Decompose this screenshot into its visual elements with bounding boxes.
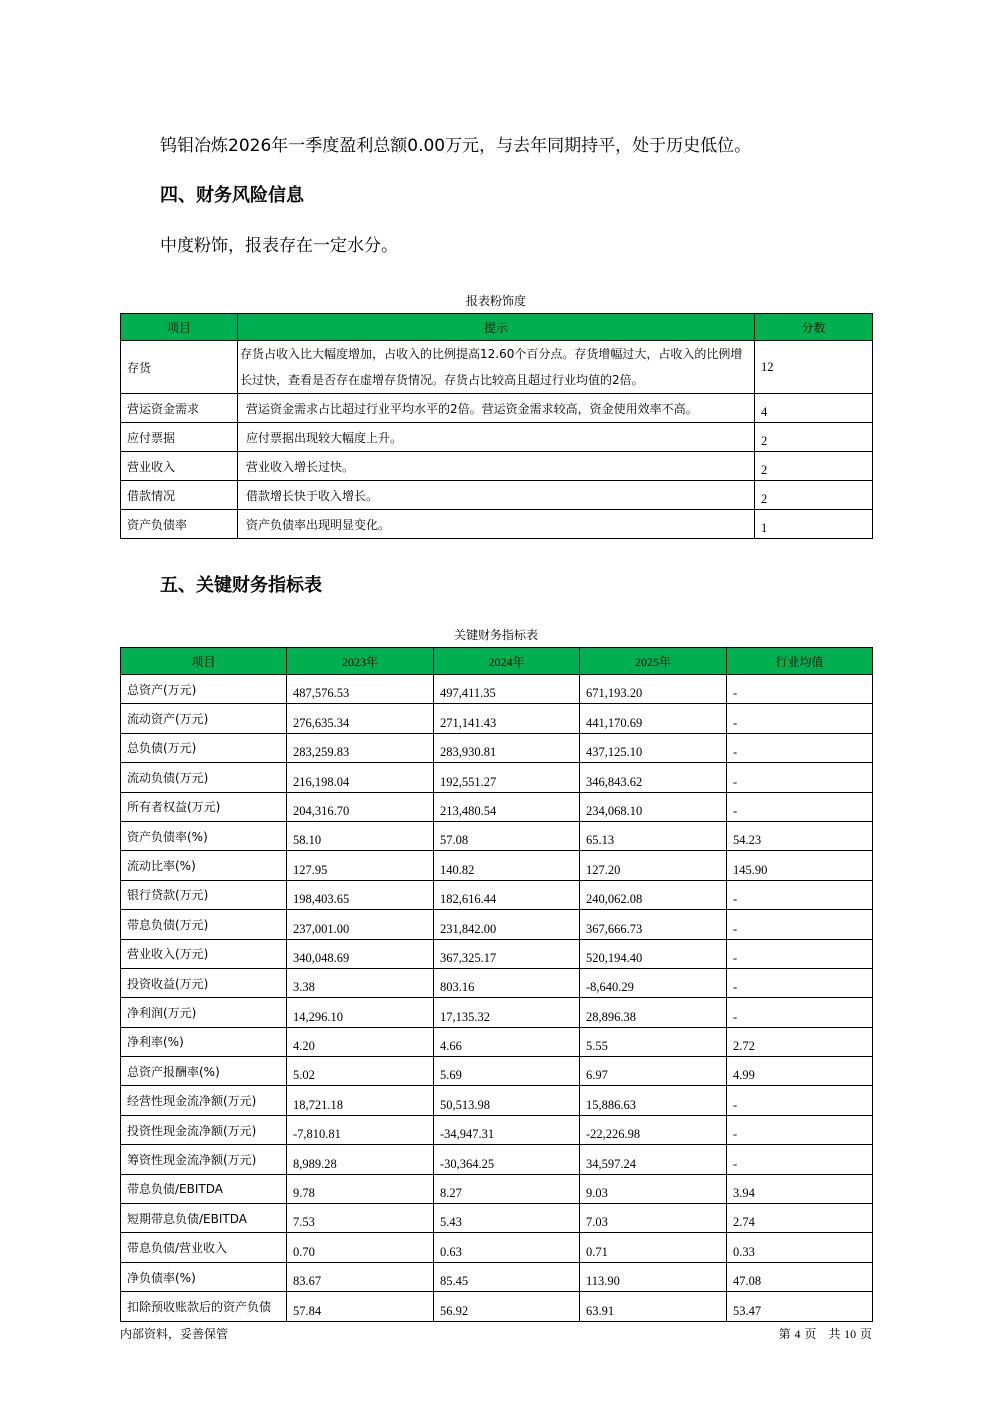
value-2025: 240,062.08 bbox=[580, 880, 727, 909]
value-2023: 3.38 bbox=[287, 968, 434, 997]
table-row bbox=[121, 1145, 873, 1174]
value-2024: 271,141.43 bbox=[434, 704, 580, 733]
industry-avg: - bbox=[727, 968, 873, 997]
value-2025: -8,640.29 bbox=[580, 968, 727, 997]
value-2024: 192,551.27 bbox=[434, 763, 580, 792]
row-tip: 营运资金需求占比超过行业平均水平的2倍。营运资金需求较高，资金使用效率不高。 bbox=[238, 394, 755, 423]
value-2023: 276,635.34 bbox=[287, 704, 434, 733]
table-row bbox=[121, 1027, 873, 1056]
industry-avg: - bbox=[727, 910, 873, 939]
value-2025: -22,226.98 bbox=[580, 1115, 727, 1144]
table-row bbox=[121, 481, 873, 510]
value-2023: 198,403.65 bbox=[287, 880, 434, 909]
industry-avg: 0.33 bbox=[727, 1233, 873, 1262]
table-row bbox=[121, 1174, 873, 1203]
table-row bbox=[121, 452, 873, 481]
value-2024: 497,411.35 bbox=[434, 675, 580, 704]
row-score: 2 bbox=[755, 481, 873, 510]
table-row bbox=[121, 821, 873, 850]
industry-avg: - bbox=[727, 763, 873, 792]
industry-avg: 54.23 bbox=[727, 821, 873, 850]
page-current: 4 bbox=[794, 1327, 801, 1341]
industry-avg: - bbox=[727, 1086, 873, 1115]
value-2024: 56.92 bbox=[434, 1292, 580, 1321]
value-2023: 8,989.28 bbox=[287, 1145, 434, 1174]
industry-avg: 2.72 bbox=[727, 1027, 873, 1056]
value-2024: 182,616.44 bbox=[434, 880, 580, 909]
metric-name: 总负债(万元) bbox=[121, 733, 287, 762]
value-2025: 34,597.24 bbox=[580, 1145, 727, 1174]
metric-name: 总资产报酬率(%) bbox=[121, 1057, 287, 1086]
value-2024: 17,135.32 bbox=[434, 998, 580, 1027]
value-2024: 231,842.00 bbox=[434, 910, 580, 939]
value-2023: 204,316.70 bbox=[287, 792, 434, 821]
value-2023: 5.02 bbox=[287, 1057, 434, 1086]
value-2025: 127.20 bbox=[580, 851, 727, 880]
metric-name: 银行贷款(万元) bbox=[121, 880, 287, 909]
metric-name: 总资产(万元) bbox=[121, 675, 287, 704]
value-2024: 85.45 bbox=[434, 1262, 580, 1291]
industry-avg: - bbox=[727, 998, 873, 1027]
value-2024: 283,930.81 bbox=[434, 733, 580, 762]
header-item: 项目 bbox=[121, 314, 238, 341]
value-2024: -34,947.31 bbox=[434, 1115, 580, 1144]
page-suffix: 页 bbox=[859, 1327, 872, 1341]
table-row bbox=[121, 1057, 873, 1086]
value-2023: 127.95 bbox=[287, 851, 434, 880]
key-metrics-table-caption: 关键财务指标表 bbox=[453, 628, 538, 642]
industry-avg: - bbox=[727, 733, 873, 762]
row-tip: 应付票据出现较大幅度上升。 bbox=[238, 423, 755, 452]
value-2023: 487,576.53 bbox=[287, 675, 434, 704]
value-2024: -30,364.25 bbox=[434, 1145, 580, 1174]
metric-name: 投资性现金流净额(万元) bbox=[121, 1115, 287, 1144]
value-2023: 237,001.00 bbox=[287, 910, 434, 939]
row-score: 12 bbox=[755, 341, 873, 394]
row-item: 应付票据 bbox=[121, 423, 238, 452]
value-2023: 340,048.69 bbox=[287, 939, 434, 968]
industry-avg: - bbox=[727, 1115, 873, 1144]
table-row bbox=[121, 423, 873, 452]
value-2023: 7.53 bbox=[287, 1204, 434, 1233]
industry-avg: 47.08 bbox=[727, 1262, 873, 1291]
table-row bbox=[121, 1292, 873, 1321]
row-item: 存货 bbox=[121, 341, 238, 394]
industry-avg: 53.47 bbox=[727, 1292, 873, 1321]
metric-name: 净利率(%) bbox=[121, 1027, 287, 1056]
key-metrics-table bbox=[120, 647, 873, 1322]
row-score: 2 bbox=[755, 452, 873, 481]
value-2024: 367,325.17 bbox=[434, 939, 580, 968]
value-2024: 0.63 bbox=[434, 1233, 580, 1262]
value-2023: 4.20 bbox=[287, 1027, 434, 1056]
value-2024: 50,513.98 bbox=[434, 1086, 580, 1115]
industry-avg: - bbox=[727, 675, 873, 704]
metric-name: 投资收益(万元) bbox=[121, 968, 287, 997]
industry-avg: 2.74 bbox=[727, 1204, 873, 1233]
row-item: 借款情况 bbox=[121, 481, 238, 510]
metric-name: 带息负债/营业收入 bbox=[121, 1233, 287, 1262]
page-prefix: 第 bbox=[778, 1327, 791, 1341]
section4-heading: 四、财务风险信息 bbox=[160, 185, 304, 206]
header-item: 项目 bbox=[121, 648, 287, 675]
value-2024: 8.27 bbox=[434, 1174, 580, 1203]
row-tip: 存货占收入比大幅度增加，占收入的比例提高12.60个百分点。存货增幅过大，占收入的比例增长过快，查看是否存在虚增存货情况。存货占比较高且超过行业均值的2倍。 bbox=[238, 341, 755, 394]
industry-avg: - bbox=[727, 792, 873, 821]
metric-name: 流动比率(%) bbox=[121, 851, 287, 880]
page-total: 10 bbox=[844, 1327, 857, 1341]
value-2023: -7,810.81 bbox=[287, 1115, 434, 1144]
value-2025: 520,194.40 bbox=[580, 939, 727, 968]
metric-name: 筹资性现金流净额(万元) bbox=[121, 1145, 287, 1174]
table-row bbox=[121, 1115, 873, 1144]
table-row bbox=[121, 675, 873, 704]
row-item: 资产负债率 bbox=[121, 510, 238, 539]
value-2023: 0.70 bbox=[287, 1233, 434, 1262]
table-row bbox=[121, 1262, 873, 1291]
row-item: 营业收入 bbox=[121, 452, 238, 481]
table-row bbox=[121, 968, 873, 997]
value-2025: 437,125.10 bbox=[580, 733, 727, 762]
metric-name: 净负债率(%) bbox=[121, 1262, 287, 1291]
value-2023: 9.78 bbox=[287, 1174, 434, 1203]
metric-name: 净利润(万元) bbox=[121, 998, 287, 1027]
value-2025: 113.90 bbox=[580, 1262, 727, 1291]
metric-name: 带息负债/EBITDA bbox=[121, 1174, 287, 1203]
table-row bbox=[121, 910, 873, 939]
table-row bbox=[121, 1233, 873, 1262]
table-row bbox=[121, 851, 873, 880]
metric-name: 带息负债(万元) bbox=[121, 910, 287, 939]
table-row bbox=[121, 394, 873, 423]
metric-name: 所有者权益(万元) bbox=[121, 792, 287, 821]
industry-avg: - bbox=[727, 939, 873, 968]
industry-avg: - bbox=[727, 1145, 873, 1174]
value-2024: 140.82 bbox=[434, 851, 580, 880]
footer-confidential: 内部资料，妥善保管 bbox=[120, 1327, 229, 1341]
metric-name: 流动负债(万元) bbox=[121, 763, 287, 792]
industry-avg: - bbox=[727, 880, 873, 909]
table-row bbox=[121, 704, 873, 733]
window-dressing-table bbox=[120, 313, 873, 539]
value-2025: 5.55 bbox=[580, 1027, 727, 1056]
metric-name: 营业收入(万元) bbox=[121, 939, 287, 968]
value-2024: 803.16 bbox=[434, 968, 580, 997]
industry-avg: 145.90 bbox=[727, 851, 873, 880]
metric-name: 经营性现金流净额(万元) bbox=[121, 1086, 287, 1115]
metric-name: 流动资产(万元) bbox=[121, 704, 287, 733]
row-score: 2 bbox=[755, 423, 873, 452]
section5-heading: 五、关键财务指标表 bbox=[160, 575, 322, 596]
table-row bbox=[121, 792, 873, 821]
value-2025: 441,170.69 bbox=[580, 704, 727, 733]
value-2023: 14,296.10 bbox=[287, 998, 434, 1027]
page-mid: 页 共 bbox=[804, 1327, 841, 1341]
header-2023: 2023年 bbox=[287, 648, 434, 675]
value-2024: 4.66 bbox=[434, 1027, 580, 1056]
value-2023: 18,721.18 bbox=[287, 1086, 434, 1115]
value-2023: 283,259.83 bbox=[287, 733, 434, 762]
metric-name: 短期带息负债/EBITDA bbox=[121, 1204, 287, 1233]
value-2025: 15,886.63 bbox=[580, 1086, 727, 1115]
header-score: 分数 bbox=[755, 314, 873, 341]
header-2024: 2024年 bbox=[434, 648, 580, 675]
value-2023: 83.67 bbox=[287, 1262, 434, 1291]
table-row bbox=[121, 880, 873, 909]
table-row bbox=[121, 763, 873, 792]
value-2025: 63.91 bbox=[580, 1292, 727, 1321]
value-2025: 671,193.20 bbox=[580, 675, 727, 704]
value-2024: 57.08 bbox=[434, 821, 580, 850]
row-item: 营运资金需求 bbox=[121, 394, 238, 423]
table-header-row bbox=[121, 314, 873, 341]
metric-name: 扣除预收账款后的资产负债 bbox=[121, 1292, 287, 1321]
value-2024: 5.43 bbox=[434, 1204, 580, 1233]
value-2023: 216,198.04 bbox=[287, 763, 434, 792]
value-2025: 367,666.73 bbox=[580, 910, 727, 939]
table-row bbox=[121, 341, 873, 394]
row-score: 1 bbox=[755, 510, 873, 539]
value-2025: 0.71 bbox=[580, 1233, 727, 1262]
table-row bbox=[121, 998, 873, 1027]
table-row bbox=[121, 1204, 873, 1233]
table-row bbox=[121, 510, 873, 539]
value-2025: 9.03 bbox=[580, 1174, 727, 1203]
industry-avg: 3.94 bbox=[727, 1174, 873, 1203]
header-industry-avg: 行业均值 bbox=[727, 648, 873, 675]
header-2025: 2025年 bbox=[580, 648, 727, 675]
table-row bbox=[121, 733, 873, 762]
value-2023: 57.84 bbox=[287, 1292, 434, 1321]
industry-avg: - bbox=[727, 704, 873, 733]
row-tip: 营业收入增长过快。 bbox=[238, 452, 755, 481]
value-2025: 65.13 bbox=[580, 821, 727, 850]
table-row bbox=[121, 939, 873, 968]
value-2025: 7.03 bbox=[580, 1204, 727, 1233]
row-score: 4 bbox=[755, 394, 873, 423]
window-dressing-table-caption: 报表粉饰度 bbox=[465, 294, 526, 308]
header-tip: 提示 bbox=[238, 314, 755, 341]
value-2023: 58.10 bbox=[287, 821, 434, 850]
value-2025: 28,896.38 bbox=[580, 998, 727, 1027]
table-header-row bbox=[121, 648, 873, 675]
metric-name: 资产负债率(%) bbox=[121, 821, 287, 850]
value-2024: 213,480.54 bbox=[434, 792, 580, 821]
row-tip: 资产负债率出现明显变化。 bbox=[238, 510, 755, 539]
row-tip: 借款增长快于收入增长。 bbox=[238, 481, 755, 510]
value-2025: 6.97 bbox=[580, 1057, 727, 1086]
value-2024: 5.69 bbox=[434, 1057, 580, 1086]
value-2025: 346,843.62 bbox=[580, 763, 727, 792]
footer-page-number bbox=[779, 1325, 872, 1342]
risk-summary: 中度粉饰，报表存在一定水分。 bbox=[160, 236, 398, 256]
intro-paragraph: 钨钼冶炼2026年一季度盈利总额0.00万元，与去年同期持平，处于历史低位。 bbox=[160, 136, 752, 156]
industry-avg: 4.99 bbox=[727, 1057, 873, 1086]
value-2025: 234,068.10 bbox=[580, 792, 727, 821]
table-row bbox=[121, 1086, 873, 1115]
